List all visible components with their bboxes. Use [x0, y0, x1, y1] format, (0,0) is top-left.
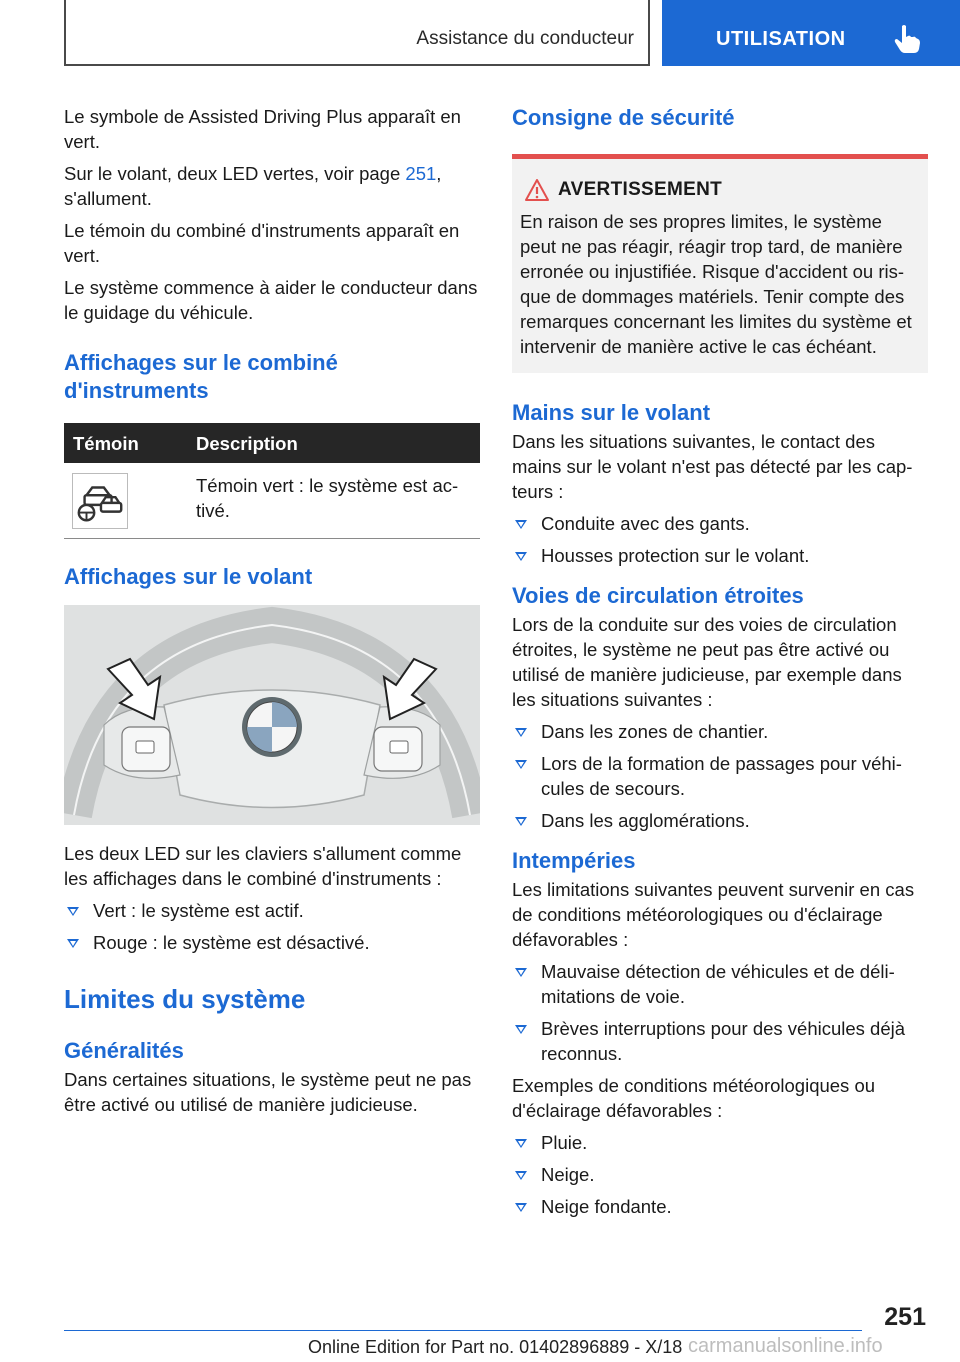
- heading-hands-on-wheel: Mains sur le volant: [512, 400, 711, 425]
- list-item: Housses protection sur le volant.: [512, 543, 928, 568]
- heading-narrow-lanes: Voies de circulation étroites: [512, 583, 804, 608]
- paragraph-weather: Les limitations suivantes peuvent survenir en cas de conditions météorologiques ou d'éclairage défavorables :: [512, 879, 915, 950]
- heading-general: Généralités: [64, 1038, 184, 1063]
- lanes-list: [512, 719, 928, 833]
- footer-divider: [64, 1330, 862, 1331]
- hands-list: [512, 511, 928, 568]
- header-frame: [64, 0, 650, 66]
- paragraph-general: Dans certaines situations, le système peut ne pas être activé ou utilisé de manière judicieuse.: [64, 1069, 472, 1115]
- page-number: 251: [884, 1303, 926, 1331]
- paragraph-examples: Exemples de conditions météorologiques ou d'éclairage défavorables :: [512, 1075, 876, 1121]
- paragraph-symbol: Le symbole de Assisted Driving Plus apparaît en vert.: [64, 106, 461, 152]
- steering-wheel-illustration: [64, 605, 480, 825]
- paragraph-system-start: Le système commence à aider le conducteur dans le guidage du véhicule.: [64, 277, 478, 323]
- paragraph-indicator: Le témoin du combiné d'instruments apparaît en vert.: [64, 220, 460, 266]
- list-item: Neige.: [512, 1162, 928, 1187]
- heading-displays-instruments: Affichages sur le combiné d'instruments: [64, 350, 338, 403]
- assisted-driving-indicator-icon: [72, 473, 128, 529]
- triangle-bullet-icon: [515, 1139, 527, 1148]
- weather-list: [512, 959, 928, 1066]
- heading-wheel-displays: Affichages sur le volant: [64, 564, 313, 589]
- triangle-bullet-icon: [515, 760, 527, 769]
- chapter-title: UTILISATION: [716, 28, 846, 50]
- triangle-bullet-icon: [67, 939, 79, 948]
- hand-pointer-icon: [894, 24, 920, 54]
- list-item: Neige fondante.: [512, 1194, 928, 1219]
- heading-weather: Intempéries: [512, 848, 636, 873]
- paragraph-lanes: Lors de la conduite sur des voies de circulation étroites, le système ne peut pas être activé ou utilisé de manière judicieuse, par exemple dans les situations suivantes :: [512, 614, 902, 710]
- list-item: Mauvaise détection de véhicules et de déli‐ mitations de voie.: [512, 959, 928, 1009]
- column-header-indicator: Témoin: [73, 433, 139, 454]
- list-item: Lors de la formation de passages pour véhi‐ cules de secours.: [512, 751, 928, 801]
- right-column: [512, 104, 928, 1226]
- heading-safety: Consigne de sécurité: [512, 105, 735, 130]
- warning-text: En raison de ses propres limites, le système peut ne pas réagir, réagir trop tard, de manière erronée ou injustifiée. Risque d'accident ou ris‐ que de dommages matériels. Tenir compte des remarques concernant les limites du système et intervenir de manière active le cas échéant.: [520, 211, 912, 357]
- edition-text: Online Edition for Part no. 01402896889 - X/18: [308, 1337, 683, 1357]
- chapter-tab: [662, 0, 960, 66]
- triangle-bullet-icon: [515, 1171, 527, 1180]
- watermark: carmanualsonline.info: [688, 1335, 883, 1357]
- page-link[interactable]: 251: [405, 163, 437, 184]
- paragraph-hands: Dans les situations suivantes, le contact des mains sur le volant n'est pas détecté par les cap‐ teurs :: [512, 431, 913, 502]
- list-item: Vert : le système est actif.: [64, 898, 480, 923]
- list-item: Dans les agglomérations.: [512, 808, 928, 833]
- heading-system-limits: Limites du système: [64, 984, 306, 1014]
- triangle-bullet-icon: [515, 552, 527, 561]
- triangle-bullet-icon: [515, 817, 527, 826]
- triangle-bullet-icon: [515, 728, 527, 737]
- examples-list: [512, 1130, 928, 1219]
- list-item: Brèves interruptions pour des véhicules déjà reconnus.: [512, 1016, 928, 1066]
- triangle-bullet-icon: [515, 1203, 527, 1212]
- list-item: Pluie.: [512, 1130, 928, 1155]
- warning-box: [512, 154, 928, 373]
- left-column: [64, 104, 480, 1124]
- list-item: Conduite avec des gants.: [512, 511, 928, 536]
- warning-title: AVERTISSEMENT: [520, 179, 920, 205]
- header-section-title: Assistance du conducteur: [416, 28, 634, 49]
- table-cell-description: Témoin vert : le système est ac‐ tivé.: [196, 475, 459, 521]
- column-header-description: Description: [196, 433, 298, 454]
- table-header: [64, 423, 480, 463]
- paragraph-led-keypads: Les deux LED sur les claviers s'allument comme les affichages dans le combiné d'instruments :: [64, 843, 462, 889]
- warning-triangle-icon: [524, 178, 550, 202]
- list-item: Dans les zones de chantier.: [512, 719, 928, 744]
- triangle-bullet-icon: [515, 968, 527, 977]
- triangle-bullet-icon: [67, 907, 79, 916]
- triangle-bullet-icon: [515, 1025, 527, 1034]
- led-states-list: [64, 898, 480, 955]
- paragraph-leds: Sur le volant, deux LED vertes, voir page 251, s'allument.: [64, 163, 442, 209]
- triangle-bullet-icon: [515, 520, 527, 529]
- list-item: Rouge : le système est désactivé.: [64, 930, 480, 955]
- indicator-table: [64, 423, 480, 539]
- table-row: [64, 463, 480, 539]
